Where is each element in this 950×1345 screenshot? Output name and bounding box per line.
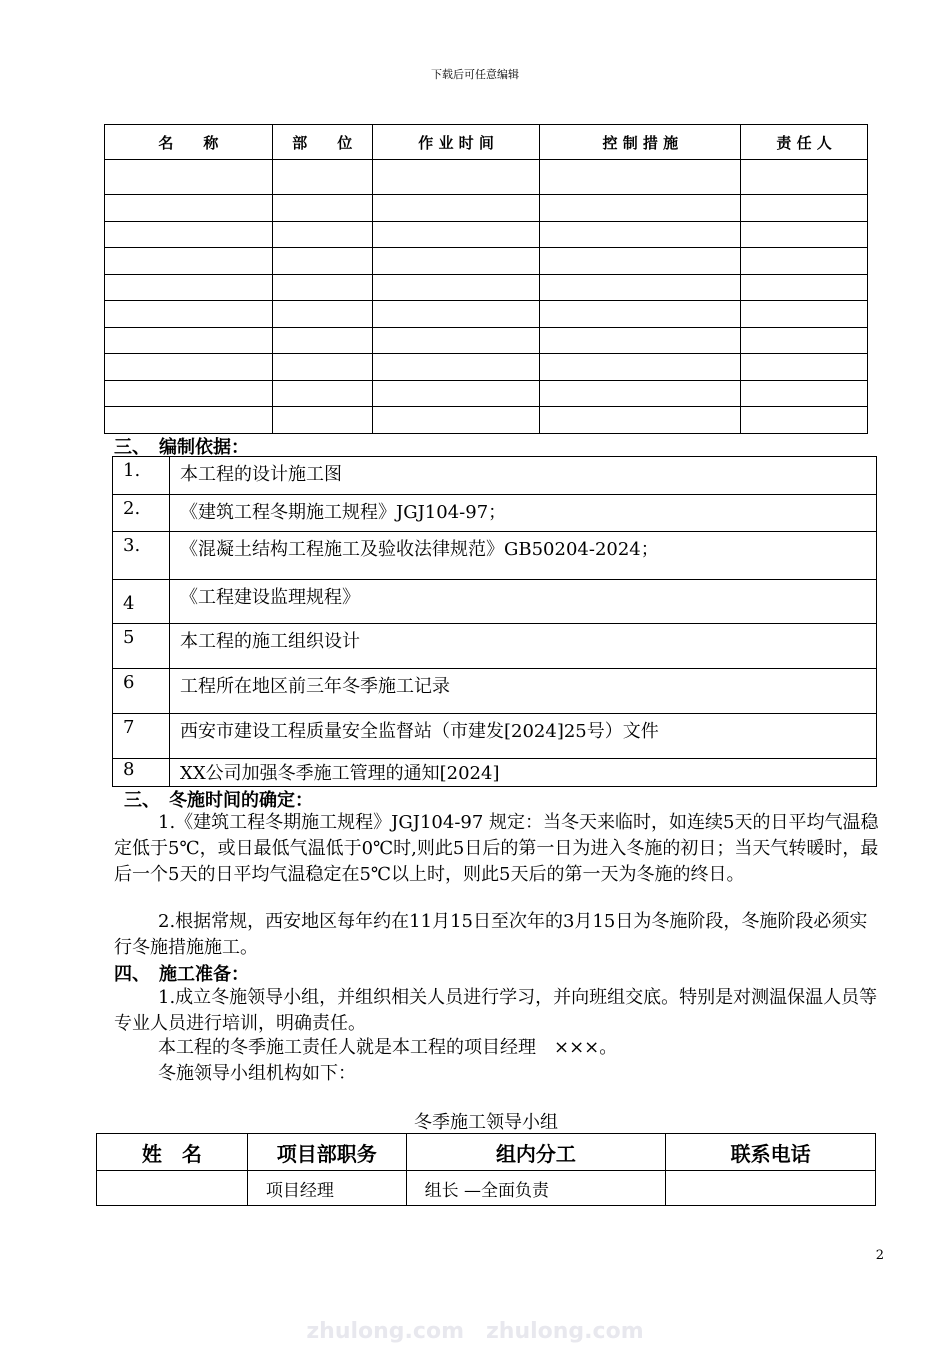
header-cell-responsible: 责 任 人 bbox=[741, 125, 868, 160]
prep-paragraph-2: 本工程的冬季施工责任人就是本工程的项目经理 ×××。 bbox=[158, 1037, 618, 1058]
table-row bbox=[113, 669, 877, 714]
basis-num: 2. bbox=[113, 495, 170, 532]
basis-text: 工程所在地区前三年冬季施工记录 bbox=[170, 669, 877, 714]
table-row bbox=[105, 301, 868, 328]
section-time-title: 三、 冬施时间的确定： bbox=[124, 790, 313, 811]
page-number: 2 bbox=[875, 1248, 884, 1263]
table-row bbox=[113, 624, 877, 669]
table-row bbox=[113, 759, 877, 787]
basis-text: 《建筑工程冬期施工规程》JGJ104-97； bbox=[170, 495, 877, 532]
table-row bbox=[105, 248, 868, 275]
basis-num: 5 bbox=[113, 624, 170, 669]
cell-duty: 组长 —全面负责 bbox=[406, 1171, 666, 1206]
table-row bbox=[113, 495, 877, 532]
leadership-table bbox=[96, 1133, 876, 1206]
basis-text: 本工程的施工组织设计 bbox=[170, 624, 877, 669]
group-caption: 冬季施工领导小组 bbox=[414, 1112, 558, 1133]
cell-position: 项目经理 bbox=[247, 1171, 406, 1206]
table-row bbox=[113, 580, 877, 624]
table-row bbox=[105, 327, 868, 354]
section-prep-title: 四、 施工准备： bbox=[114, 964, 249, 985]
header-cell-duty: 组内分工 bbox=[406, 1134, 666, 1171]
table-row bbox=[105, 221, 868, 248]
header-cell-name: 名 称 bbox=[105, 125, 273, 160]
watermark: zhulong.com zhulong.com bbox=[306, 1319, 644, 1344]
basis-text: 《工程建设监理规程》 bbox=[170, 580, 877, 624]
basis-num: 4 bbox=[113, 580, 170, 624]
table-row bbox=[97, 1171, 876, 1206]
basis-text: XX公司加强冬季施工管理的通知[2024] bbox=[170, 759, 877, 787]
table-row bbox=[105, 407, 868, 434]
prep-paragraph-1: 1.成立冬施领导小组，并组织相关人员进行学习，并向班组交底。特别是对测温保温人员等专业人员进行培训，明确责任。 bbox=[114, 987, 878, 1034]
table-row bbox=[113, 457, 877, 495]
basis-num: 1. bbox=[113, 457, 170, 495]
time-paragraph-1: 1.《建筑工程冬期施工规程》JGJ104-97 规定：当冬天来临时，如连续5天的日平均气温稳定低于5℃，或日最低气温低于0℃时,则此5日后的第一日为进入冬施的初日；当天气转暖时，最后一个5天的日平均气温稳定在5℃以上时，则此5天后的第一天为冬施的终日。 bbox=[114, 812, 879, 885]
header-cell-position: 项目部职务 bbox=[247, 1134, 406, 1171]
cell-name bbox=[97, 1171, 248, 1206]
header-cell-name: 姓 名 bbox=[97, 1134, 248, 1171]
header-note: 下载后可任意编辑 bbox=[431, 68, 519, 81]
table-row bbox=[105, 380, 868, 407]
table-row bbox=[105, 354, 868, 381]
schedule-table bbox=[104, 124, 868, 434]
header-cell-time: 作 业 时 间 bbox=[372, 125, 540, 160]
table-row bbox=[113, 714, 877, 759]
basis-num: 8 bbox=[113, 759, 170, 787]
basis-text: 西安市建设工程质量安全监督站（市建发[2024]25号）文件 bbox=[170, 714, 877, 759]
table-header-row bbox=[97, 1134, 876, 1171]
header-cell-location: 部 位 bbox=[272, 125, 372, 160]
basis-table bbox=[112, 456, 877, 787]
header-cell-phone: 联系电话 bbox=[666, 1134, 876, 1171]
time-paragraph-2: 2.根据常规，西安地区每年约在11月15日至次年的3月15日为冬施阶段，冬施阶段必须实行冬施措施施工。 bbox=[114, 911, 868, 958]
cell-phone bbox=[666, 1171, 876, 1206]
basis-num: 6 bbox=[113, 669, 170, 714]
basis-num: 7 bbox=[113, 714, 170, 759]
basis-num: 3. bbox=[113, 532, 170, 580]
table-row bbox=[105, 274, 868, 301]
basis-text: 《混凝土结构工程施工及验收法律规范》GB50204-2024； bbox=[170, 532, 877, 580]
basis-text: 本工程的设计施工图 bbox=[170, 457, 877, 495]
prep-paragraph-3: 冬施领导小组机构如下： bbox=[158, 1063, 356, 1084]
table-row bbox=[105, 195, 868, 222]
header-cell-measures: 控 制 措 施 bbox=[540, 125, 741, 160]
table-header-row bbox=[105, 125, 868, 160]
table-row bbox=[105, 160, 868, 195]
table-row bbox=[113, 532, 877, 580]
section-basis-title: 三、 编制依据： bbox=[114, 437, 249, 458]
